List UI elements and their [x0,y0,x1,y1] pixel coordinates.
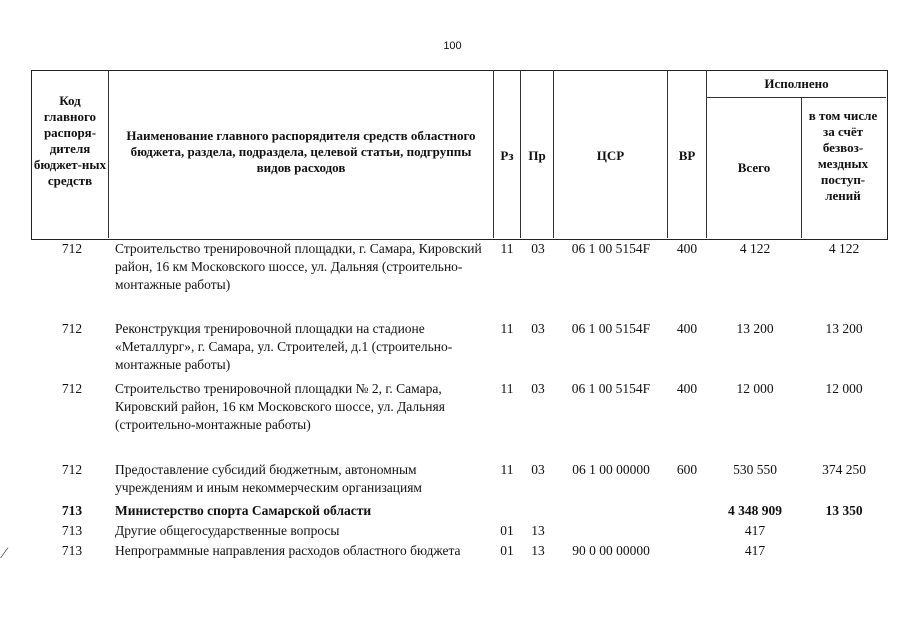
row-from-gratuitous: 374 250 [822,462,866,477]
row-vr: 400 [676,321,698,336]
row-pr: 13 [531,543,545,558]
row-vr: 400 [676,241,698,256]
row-csr: 06 1 00 5154F [571,381,651,396]
margin-mark: ⁄ [3,545,6,562]
row-name: Реконструкция тренировочной площадки на стадионе «Металлург», г. Самара, ул. Строителей, д.1 (строительно-монтажные работы) [115,321,453,372]
header-vr: ВР [678,148,696,163]
row-total: 4 122 [739,241,771,256]
header-pr: Пр [528,148,546,163]
row-rz: 11 [500,462,514,477]
header-total: Всего [737,160,771,175]
header-csr: ЦСР [596,148,625,163]
header-divider [108,70,109,238]
row-from-gratuitous: 12 000 [825,381,863,396]
row-from-gratuitous: 13 200 [825,321,863,336]
row-from-gratuitous: 13 350 [825,503,863,518]
row-rz: 01 [500,523,514,538]
row-csr: 90 0 00 00000 [572,543,650,558]
row-code: 712 [61,241,83,256]
row-code: 712 [61,462,83,477]
header-rz: Рз [500,148,514,163]
header-code: Код главного распоря-дителя бюджет-ных средств [33,93,107,188]
row-rz: 11 [500,381,514,396]
row-rz: 01 [500,543,514,558]
row-name: Министерство спорта Самарской области [115,503,372,518]
row-name: Предоставление субсидий бюджетным, автономным учреждениям и иным некоммерческим организациям [115,462,422,495]
header-divider [801,98,802,238]
row-total: 13 200 [736,321,774,336]
row-code: 713 [61,523,83,538]
row-vr: 400 [676,381,698,396]
row-total: 4 348 909 [728,503,782,518]
page-number: 100 [443,40,462,52]
row-total: 417 [744,543,766,558]
row-rz: 11 [500,321,514,336]
row-name: Непрограммные направления расходов областного бюджета [115,543,461,558]
row-pr: 03 [531,241,545,256]
header-executed: Исполнено [764,76,829,91]
row-csr: 06 1 00 5154F [571,321,651,336]
row-total: 12 000 [736,381,774,396]
row-rz: 11 [500,241,514,256]
row-csr: 06 1 00 5154F [571,241,651,256]
row-pr: 03 [531,462,545,477]
header-divider [706,97,886,98]
row-total: 417 [744,523,766,538]
row-pr: 03 [531,381,545,396]
row-code: 712 [61,321,83,336]
row-code: 712 [61,381,83,396]
row-code: 713 [61,503,83,518]
row-name: Другие общегосударственные вопросы [115,523,340,538]
row-name: Строительство тренировочной площадки № 2, г. Самара, Кировский район, 16 км Московского шоссе, ул. Дальняя (строительно-монтажные работы) [115,381,445,432]
row-total: 530 550 [733,462,777,477]
header-name: Наименование главного распорядителя средств областного бюджета, раздела, подраздела, целевой статьи, подгруппы видов расходов [126,128,476,175]
row-from-gratuitous: 4 122 [828,241,860,256]
header-divider [706,70,707,238]
row-csr: 06 1 00 00000 [572,462,650,477]
row-vr: 600 [676,462,698,477]
row-pr: 13 [531,523,545,538]
row-pr: 03 [531,321,545,336]
row-code: 713 [61,543,83,558]
row-name: Строительство тренировочной площадки, г. Самара, Кировский район, 16 км Московского шоссе, ул. Дальняя (строительно-монтажные работы) [115,241,482,292]
header-from-gratuitous: в том числе за счёт безвоз-мездных поступ-лений [808,108,878,203]
